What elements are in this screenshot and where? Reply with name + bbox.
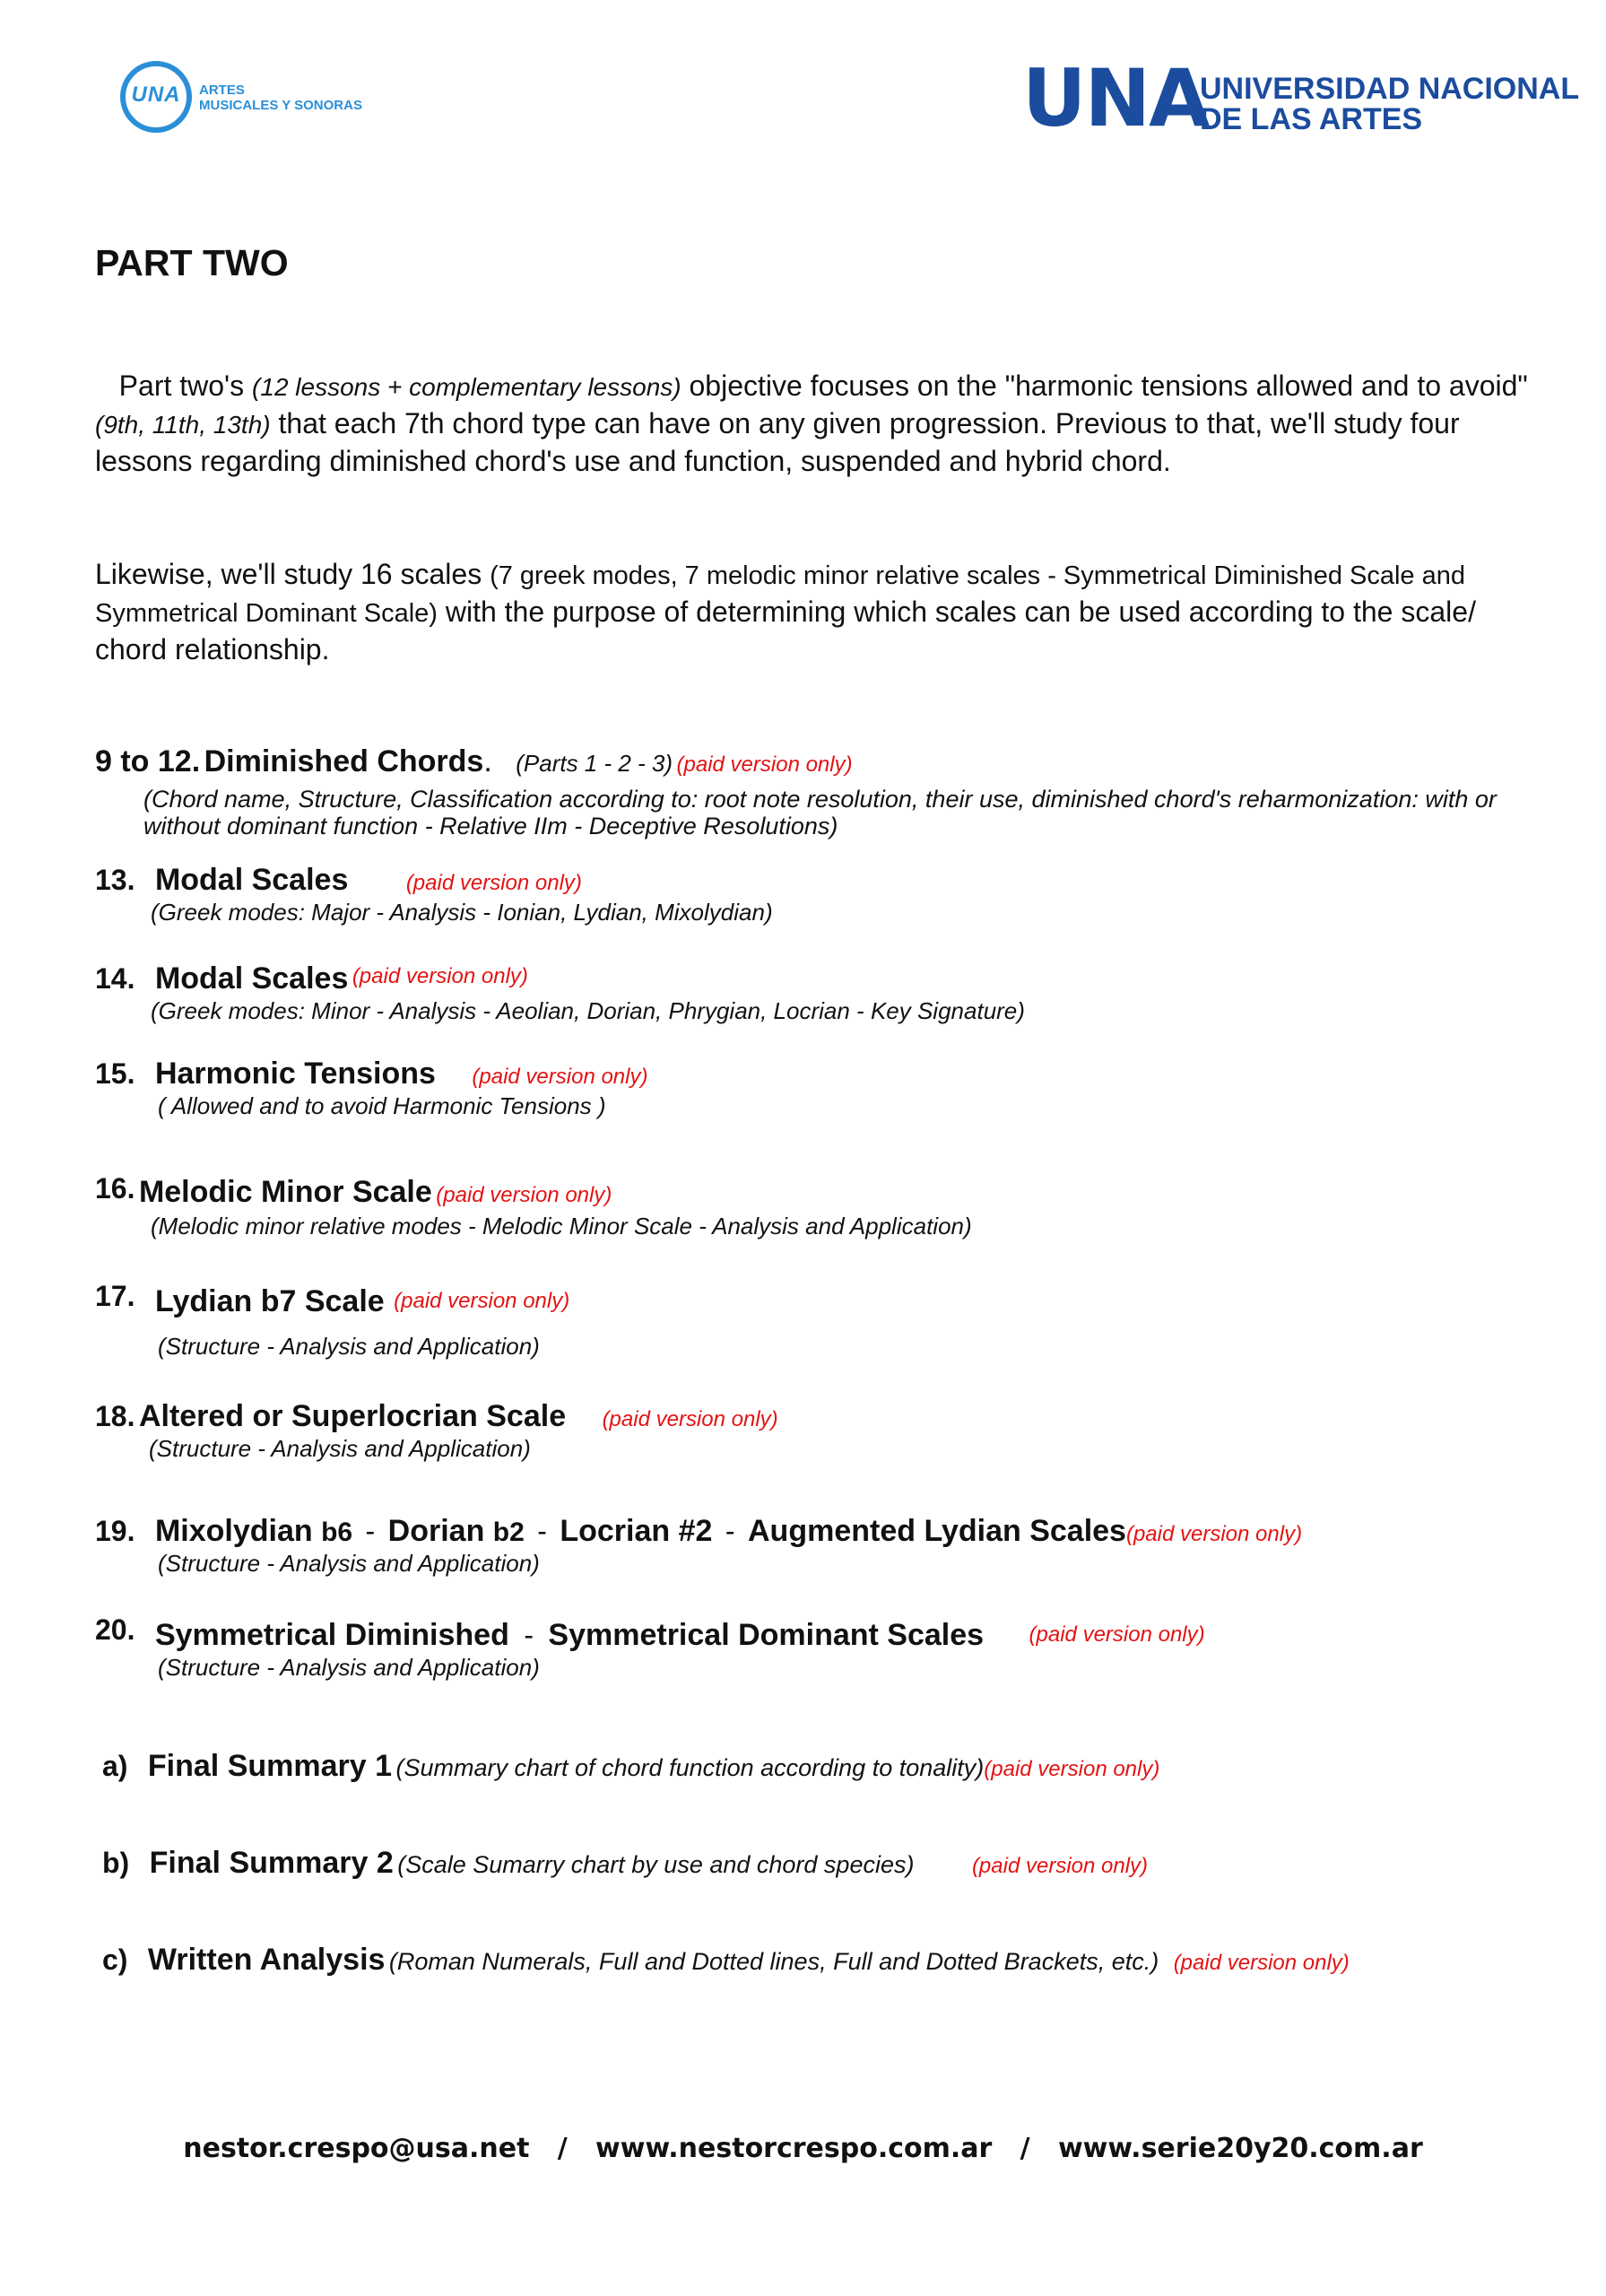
lesson-title-locrian: Locrian #2 (560, 1514, 713, 1548)
paid-tag: (paid version only) (971, 1854, 1149, 1878)
paid-tag: (paid version only) (405, 871, 582, 895)
lesson-title: Diminished Chords (204, 744, 484, 778)
lesson-20-heading (95, 1613, 1205, 1653)
paid-tag: (paid version only) (472, 1065, 648, 1089)
lesson-17-heading (95, 1280, 570, 1319)
intro-paragraph-1 (95, 368, 1548, 479)
lesson-9-12-heading (95, 744, 853, 779)
summary-c (102, 1943, 1350, 1978)
paid-tag: (paid version only) (352, 964, 528, 988)
title-part: Mixolydian (154, 1514, 322, 1548)
lesson-number: 14. (95, 962, 135, 995)
footer-contacts: nestor.crespo@usa.net / www.nestorcrespo.com.ar / www.serie20y20.com.ar (183, 2133, 1423, 2164)
una-right-logo-mark: UNA (1022, 52, 1209, 144)
paid-tag: (paid version only) (436, 1183, 612, 1207)
lesson-number: 18. (95, 1400, 135, 1432)
p1-text-d: (9th, 11th, 13th) (95, 411, 271, 439)
item-desc: (Summary chart of chord function according to tonality) (395, 1754, 985, 1781)
lesson-19-desc: (Structure - Analysis and Application) (158, 1550, 540, 1577)
lesson-15-heading (95, 1057, 647, 1091)
paid-tag: (paid version only) (1029, 1622, 1205, 1647)
lesson-13-heading (95, 863, 582, 898)
lesson-16-desc: (Melodic minor relative modes - Melodic Minor Scale - Analysis and Application) (151, 1213, 972, 1239)
lesson-16-heading (95, 1172, 612, 1210)
lesson-number: 17. (95, 1280, 135, 1312)
p1-text-a: Part two's (118, 370, 253, 402)
lesson-title: Modal Scales (154, 961, 349, 996)
lesson-9-12-desc (143, 786, 1497, 839)
lesson-title: Melodic Minor Scale (138, 1175, 432, 1209)
lesson-number: 15. (95, 1057, 135, 1090)
lesson-desc-line2: without dominant function - Relative IIm - Deceptive Resolutions) (143, 813, 838, 839)
separator: - (537, 1515, 547, 1547)
lesson-title: Modal Scales (154, 863, 349, 897)
lesson-17-desc: (Structure - Analysis and Application) (158, 1333, 540, 1360)
item-letter: a) (102, 1750, 128, 1782)
item-title: Written Analysis (147, 1943, 386, 1977)
paid-tag: (paid version only) (984, 1757, 1160, 1781)
summary-b (102, 1846, 1148, 1881)
lesson-number: 13. (95, 864, 135, 896)
lesson-parts: (Parts 1 - 2 - 3) (516, 750, 673, 777)
lesson-14-heading (95, 961, 528, 996)
lesson-number: 19. (95, 1515, 135, 1547)
paid-tag: (paid version only) (394, 1289, 570, 1313)
lesson-title: Harmonic Tensions (154, 1057, 436, 1091)
una-left-logo-mark: UNA (131, 83, 181, 107)
lesson-title-mixolydian (155, 1514, 352, 1548)
item-desc: (Scale Sumarry chart by use and chord species) (397, 1851, 915, 1878)
item-title: Final Summary 2 (149, 1846, 394, 1880)
p2-text-a: Likewise, we'll study 16 scales (95, 558, 490, 590)
item-desc: (Roman Numerals, Full and Dotted lines, Full and Dotted Brackets, etc.) (388, 1948, 1159, 1975)
title-part: Dorian (387, 1514, 493, 1548)
lesson-title-dot: . (483, 744, 492, 778)
paid-tag: (paid version only) (1125, 1522, 1303, 1546)
p1-text-b: (12 lessons + complementary lessons) (252, 373, 681, 401)
paid-tag: (paid version only) (1173, 1951, 1350, 1975)
lesson-18-heading (95, 1399, 778, 1434)
artes-logo-line1: ARTES (199, 83, 245, 98)
p2-text-c: with the purpose of determining which scales can be used according to the scale/ chord relationship. (95, 596, 1476, 665)
lesson-14-desc: (Greek modes: Minor - Analysis - Aeolian, Dorian, Phrygian, Locrian - Key Signature) (151, 997, 1025, 1024)
paid-tag: (paid version only) (676, 752, 853, 777)
lesson-13-desc: (Greek modes: Major - Analysis - Ionian, Lydian, Mixolydian) (151, 899, 773, 926)
p2-text-b: (7 greek modes, 7 melodic minor relative scales - Symmetrical Diminished Scale and Symmetrical Dominant Scale) (95, 561, 1465, 628)
university-logo-text (1200, 74, 1579, 135)
lesson-number: 9 to 12. (95, 744, 201, 778)
lesson-number: 20. (95, 1613, 135, 1646)
page-title: PART TWO (95, 242, 289, 283)
lesson-title: Lydian b7 Scale (154, 1284, 385, 1318)
separator: - (524, 1619, 534, 1651)
title-flat: b6 (321, 1518, 353, 1547)
separator: - (365, 1515, 376, 1547)
p1-text-c: objective focuses on the "harmonic tensions allowed and to avoid" (681, 370, 1528, 402)
lesson-15-desc: ( Allowed and to avoid Harmonic Tensions ) (158, 1092, 606, 1119)
lesson-title-augmented-lydian: Augmented Lydian Scales (748, 1514, 1126, 1548)
artes-logo-line2: MUSICALES Y SONORAS (199, 98, 362, 113)
item-title: Final Summary 1 (147, 1749, 393, 1783)
summary-a (102, 1749, 1159, 1784)
p1-text-e: that each 7th chord type can have on any given progression. Previous to that, we'll study four lessons regarding diminished chord's use and function, suspended and hybrid chord. (95, 407, 1460, 477)
separator: - (725, 1515, 735, 1547)
lesson-19-heading (95, 1514, 1302, 1549)
lesson-title-sym-diminished: Symmetrical Diminished (154, 1618, 509, 1652)
lesson-desc-line1: (Chord name, Structure, Classification according to: root note resolution, their use, diminished chord's reharmonization: with or (143, 786, 1497, 813)
lesson-title: Altered or Superlocrian Scale (138, 1399, 567, 1433)
item-letter: b) (102, 1847, 130, 1879)
lesson-20-desc: (Structure - Analysis and Application) (158, 1654, 540, 1681)
paid-tag: (paid version only) (602, 1407, 778, 1431)
lesson-title-dorian (388, 1514, 525, 1548)
title-flat: b2 (492, 1518, 525, 1547)
lesson-18-desc: (Structure - Analysis and Application) (149, 1435, 531, 1462)
item-letter: c) (102, 1944, 128, 1976)
lesson-title-sym-dominant: Symmetrical Dominant Scales (548, 1618, 985, 1652)
intro-paragraph-2 (95, 556, 1548, 667)
university-logo-line1: UNIVERSIDAD NACIONAL (1200, 72, 1580, 106)
university-logo-line2: DE LAS ARTES (1200, 102, 1423, 136)
artes-logo-text (199, 83, 362, 113)
lesson-number: 16. (95, 1172, 135, 1205)
